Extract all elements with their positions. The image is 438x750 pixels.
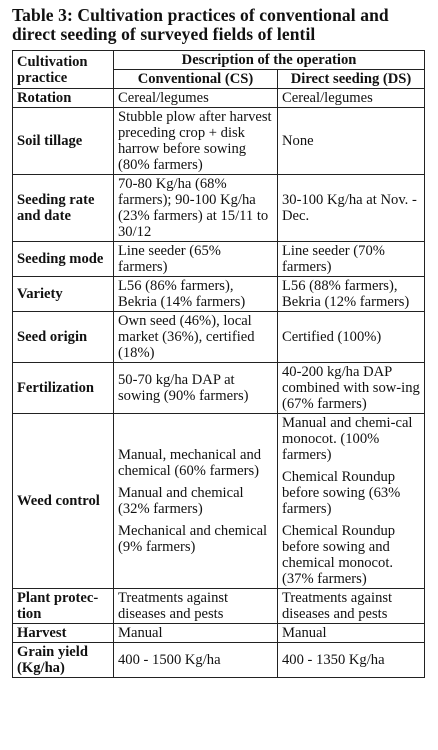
table-row-weed-control — [13, 414, 425, 589]
row-label: Plant protec-tion — [13, 589, 114, 624]
ds-cell: 400 - 1350 Kg/ha — [278, 643, 425, 678]
row-label: Grain yield (Kg/ha) — [13, 643, 114, 678]
row-label: Fertilization — [13, 363, 114, 414]
ds-cell: None — [278, 108, 425, 175]
ds-cell — [278, 414, 425, 589]
table-row — [13, 624, 425, 643]
ds-cell: Cereal/legumes — [278, 89, 425, 108]
table-row — [13, 242, 425, 277]
row-label: Seeding mode — [13, 242, 114, 277]
table-row — [13, 589, 425, 624]
cs-cell: Manual — [114, 624, 278, 643]
header-direct-seeding: Direct seeding (DS) — [278, 70, 425, 89]
table-row — [13, 175, 425, 242]
ds-cell: 30-100 Kg/ha at Nov. - Dec. — [278, 175, 425, 242]
list-item: Manual and chemical (32% farmers) — [118, 485, 244, 517]
cs-cell: Treatments against diseases and pests — [114, 589, 278, 624]
header-description: Description of the operation — [114, 51, 425, 70]
ds-cell: Line seeder (70% farmers) — [278, 242, 425, 277]
cs-cell — [114, 414, 278, 589]
cultivation-table — [12, 50, 425, 678]
ds-cell: Certified (100%) — [278, 312, 425, 363]
cs-cell: L56 (86% farmers), Bekria (14% farmers) — [114, 277, 278, 312]
table-row — [13, 363, 425, 414]
cs-cell: 70-80 Kg/ha (68% farmers); 90-100 Kg/ha (23% farmers) at 15/11 to 30/12 — [114, 175, 278, 242]
ds-cell: 40-200 kg/ha DAP combined with sow-ing (67% farmers) — [278, 363, 425, 414]
row-label: Variety — [13, 277, 114, 312]
cs-cell: 400 - 1500 Kg/ha — [114, 643, 278, 678]
list-item: Chemical Roundup before sowing (63% farmers) — [282, 469, 401, 517]
ds-cell: Manual — [278, 624, 425, 643]
row-label: Soil tillage — [13, 108, 114, 175]
ds-cell: Treatments against diseases and pests — [278, 589, 425, 624]
list-item: Manual and chemi-cal monocot. (100% farmers) — [282, 415, 413, 463]
table-row — [13, 312, 425, 363]
row-label: Seeding rate and date — [13, 175, 114, 242]
row-label: Weed control — [13, 414, 114, 589]
table-header-row — [13, 51, 425, 70]
table-row — [13, 643, 425, 678]
table-row — [13, 277, 425, 312]
cs-cell: Own seed (46%), local market (36%), certified (18%) — [114, 312, 278, 363]
table-caption: Table 3: Cultivation practices of conventional and direct seeding of surveyed fields of lentil — [12, 5, 389, 44]
row-label: Seed origin — [13, 312, 114, 363]
weed-cs-list — [118, 447, 273, 555]
table-row — [13, 108, 425, 175]
header-conventional: Conventional (CS) — [114, 70, 278, 89]
cs-cell: Line seeder (65% farmers) — [114, 242, 278, 277]
table-row — [13, 89, 425, 108]
row-label: Harvest — [13, 624, 114, 643]
cs-cell: Cereal/legumes — [114, 89, 278, 108]
cs-cell: 50-70 kg/ha DAP at sowing (90% farmers) — [114, 363, 278, 414]
row-label: Rotation — [13, 89, 114, 108]
ds-cell: L56 (88% farmers), Bekria (12% farmers) — [278, 277, 425, 312]
list-item: Manual, mechanical and chemical (60% farmers) — [118, 447, 262, 479]
header-cultivation-practice: Cultivation practice — [13, 51, 114, 89]
cs-cell: Stubble plow after harvest preceding crop + disk harrow before sowing (80% farmers) — [114, 108, 278, 175]
weed-ds-list — [282, 415, 420, 587]
list-item: Mechanical and chemical (9% farmers) — [118, 523, 268, 555]
list-item: Chemical Roundup before sowing and chemical monocot. (37% farmers) — [282, 523, 396, 587]
